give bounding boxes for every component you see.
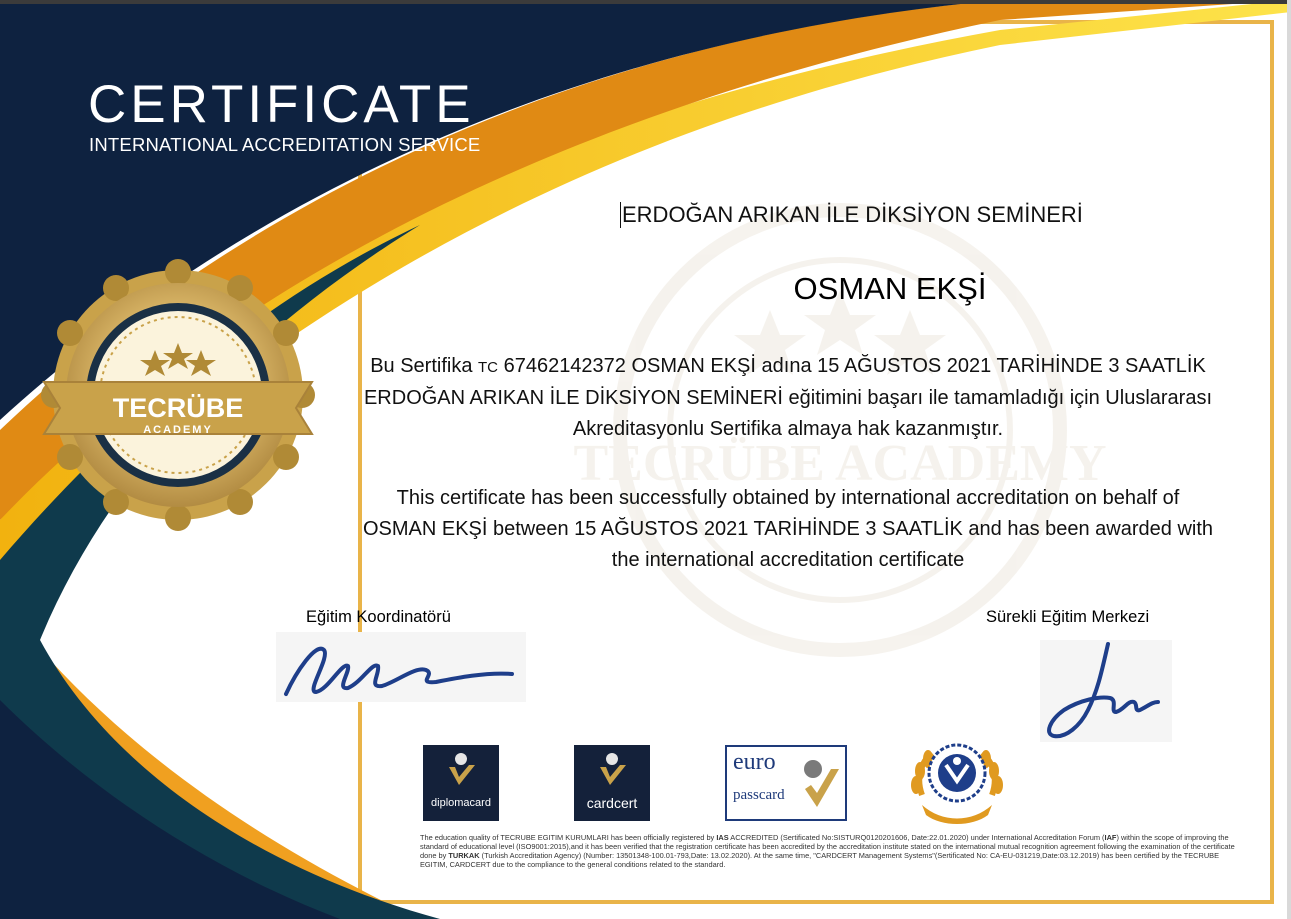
- checkmark-icon: [801, 755, 841, 815]
- seal-brand: TECRÜBE: [112, 393, 244, 423]
- tc-label: TC: [478, 359, 499, 376]
- fine-print: The education quality of TECRUBE EGITIM KURUMLARI has been officially registered by IAS ACCREDITED (Sertificated No:SISTURQ0120201606, Date:22.01.2020) under International Accreditation Forum (IAF) within the scope of improving the standard of educational level (ISO9001:2015),and it has been verified that the registration certificate has been accredited by the accreditation institute stated on the international mutual recognition agreement following the examination of the certificate done by TURKAK (Turkish Accreditation Agency) (Number: 13501348-100.01-793,Date: 13.02.2020). At the same time, "CARDCERT Management Systems"(Sertificated No: CA-EU-031219,Date:03.12.2019) has been certified by the TECRUBE EGITIM, CARDCERT due to the compliance to the general conditions related to the standard.: [420, 833, 1235, 869]
- certificate-subtitle: INTERNATIONAL ACCREDITATION SERVICE: [89, 134, 481, 155]
- signature-label-left: Eğitim Koordinatörü: [306, 608, 451, 626]
- window-right-edge: [1287, 0, 1291, 919]
- diplomacard-badge: [423, 745, 499, 821]
- cardcert-badge: [574, 745, 650, 821]
- svg-text:TECRÜBE ACADEMY: TECRÜBE ACADEMY: [573, 435, 1107, 492]
- certificate-title: CERTIFICATE: [88, 75, 475, 134]
- signature-right: [1040, 640, 1172, 742]
- check-globe-icon: [423, 745, 499, 821]
- euro-label: euro: [733, 749, 776, 775]
- cardcert-label: cardcert: [586, 795, 638, 811]
- recipient-name: OSMAN EKŞİ: [793, 271, 987, 306]
- window-top-bar: [0, 0, 1291, 4]
- body-text-english: This certificate has been successfully obtained by international accreditation on behalf of OSMAN EKŞİ between 15 AĞUSTOS 2021 TARİHİNDE 3 SAATLİK and has been awarded with the international accreditation certificate: [362, 487, 1214, 571]
- body-tr-part1: Bu Sertifika: [370, 355, 479, 377]
- seminar-title: ERDOĞAN ARIKAN İLE DİKSİYON SEMİNERİ: [622, 202, 1083, 227]
- seal-sub: ACADEMY: [143, 424, 213, 436]
- signature-left: [276, 632, 526, 702]
- body-tr-part2: 67462142372 OSMAN EKŞİ adına 15 AĞUSTOS 2021 TARİHİNDE 3 SAATLİK ERDOĞAN ARIKAN İLE DİKSİYON SEMİNERİ eğitimini başarı ile tamamladığı için Uluslararası Akreditasyonlu Sertifika almaya hak kazanmıştır.: [363, 355, 1213, 440]
- body-text-turkish: [360, 351, 1216, 445]
- laurel-emblem: [902, 735, 1012, 825]
- europasscard-badge: [725, 745, 847, 821]
- passcard-label: passcard: [733, 787, 785, 803]
- diplomacard-label: diplomacard: [431, 797, 491, 809]
- signature-label-right: Sürekli Eğitim Merkezi: [986, 608, 1150, 626]
